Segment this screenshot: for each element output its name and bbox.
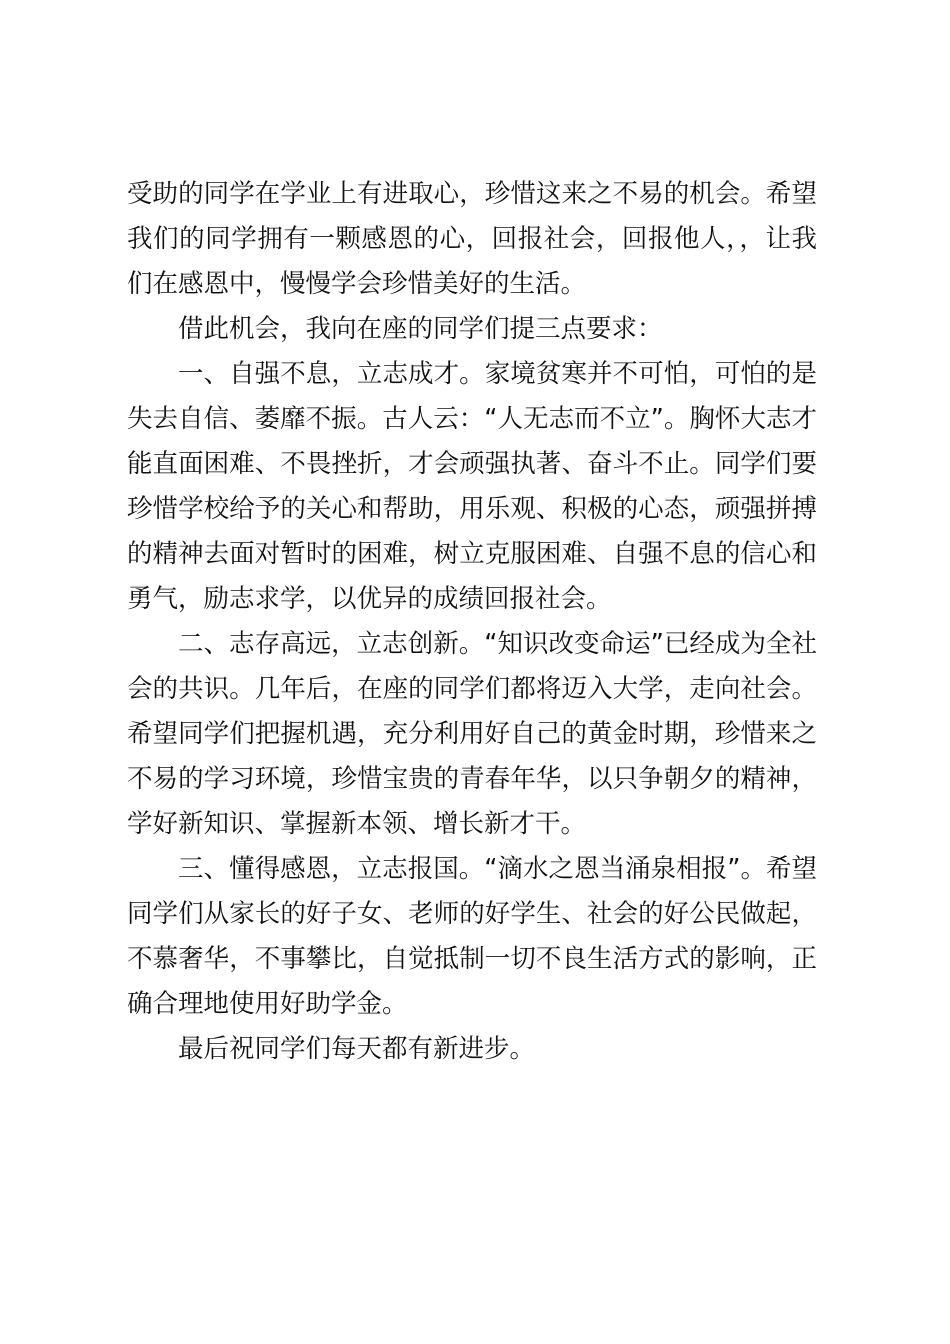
paragraph-continuation: 受助的同学在学业上有进取心，珍惜这来之不易的机会。希望我们的同学拥有一颗感恩的心，回报社会，回报他人，，让我们在感恩中，慢慢学会珍惜美好的生活。 — [127, 179, 817, 299]
document-body — [127, 172, 817, 1072]
paragraph-requirements-intro: 借此机会，我向在座的同学们提三点要求： — [178, 314, 663, 344]
paragraph-point-one: 一、自强不息，立志成才。家境贫寒并不可怕，可怕的是失去自信、萎靡不振。古人云：“人无志而不立”。胸怀大志才能直面困难、不畏挫折，才会顽强执著、奋斗不止。同学们要珍惜学校给予的关心和帮助，用乐观、积极的心态，顽强拼搏的精神去面对暂时的困难，树立克服困难、自强不息的信心和勇气，励志求学，以优异的成绩回报社会。 — [127, 359, 817, 614]
paragraph-closing: 最后祝同学们每天都有新进步。 — [178, 1034, 536, 1064]
paragraph-point-three: 三、懂得感恩，立志报国。“滴水之恩当涌泉相报”。希望同学们从家长的好子女、老师的好学生、社会的好公民做起，不慕奢华，不事攀比，自觉抵制一切不良生活方式的影响，正确合理地使用好助学金。 — [127, 854, 817, 1019]
paragraph-point-two: 二、志存高远，立志创新。“知识改变命运”已经成为全社会的共识。几年后，在座的同学们都将迈入大学，走向社会。希望同学们把握机遇，充分利用好自己的黄金时期，珍惜来之不易的学习环境，珍惜宝贵的青春年华，以只争朝夕的精神，学好新知识、掌握新本领、增长新才干。 — [127, 629, 817, 839]
